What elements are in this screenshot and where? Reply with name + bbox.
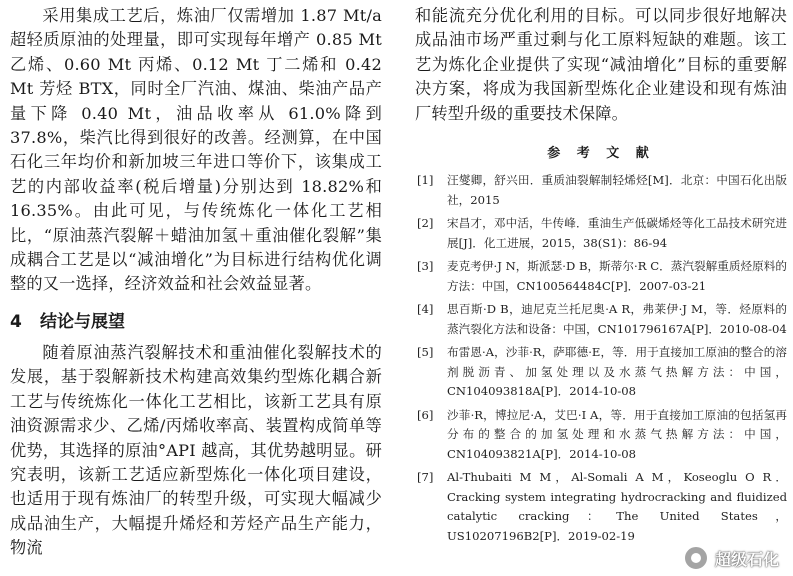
reference-item bbox=[415, 257, 787, 296]
reference-list bbox=[415, 171, 787, 546]
reference-item bbox=[415, 406, 787, 465]
references-title: 参 考 文 献 bbox=[547, 146, 655, 162]
reference-item bbox=[415, 343, 787, 402]
reference-index: [6] bbox=[417, 407, 434, 422]
reference-item bbox=[415, 171, 787, 210]
reference-index: [2] bbox=[417, 216, 434, 231]
reference-index: [3] bbox=[417, 259, 434, 274]
wechat-logo-icon bbox=[683, 545, 709, 571]
reference-index: [1] bbox=[417, 173, 434, 188]
body-paragraph-economics: 采用集成工艺后，炼油厂仅需增加 1.87 Mt/a 超轻质原油的处理量，即可实现每年增产 0.85 Mt 乙烯、0.60 Mt 丙烯、0.12 Mt 丁二烯和 0.42 Mt 芳烃 BTX，同时全厂汽油、煤油、柴油产品产量下降 0.40 Mt，油品收率从 61.0%降到 37.8%，柴汽比得到很好的改善。经测算，在中国石化三年均价和新加坡三年进口等价下，该集成工艺的内部收益率(税后增量)分别达到 18.82%和 16.35%。由此可见，与传统炼化一体化工艺相比，“原油蒸汽裂解＋蜡油加氢＋重油催化裂解”集成耦合工艺是以“减油增化”为目标进行结构优化调整的又一选择，经济效益和社会效益显著。 bbox=[10, 6, 382, 294]
section-number: 4 bbox=[10, 311, 22, 332]
reference-text: Al-Thubaiti M M，Al-Somali A M，Koseoglu O R．Cracking system integrating hydrocracking and fluidized catalytic cracking：The United States，US10207196B2[P]．2019-02-19 bbox=[447, 470, 787, 543]
reference-text: 汪燮卿，舒兴田．重质油裂解制轻烯烃[M]．北京：中国石化出版社，2015 bbox=[447, 173, 787, 207]
reference-text: 布雷恩·A，沙菲·R，萨耶德·E，等．用于直接加工原油的整合的溶剂脱沥青、加氢处理以及水蒸气热解方法：中国，CN104093818A[P]．2014-10-08 bbox=[447, 345, 787, 399]
body-paragraph-conclusion: 随着原油蒸汽裂解技术和重油催化裂解技术的发展，基于裂解新技术构建高效集约型炼化耦合新工艺与传统炼化一体化工艺相比，该新工艺具有原油资源需求少、乙烯/丙烯收率高、装置构成简单等优势，其选择的原油°API 越高，其优势越明显。研究表明，该新工艺适应新型炼化一体化项目建设，也适用于现有炼油厂的转型升级，可实现大幅减少成品油生产，大幅提升烯烃和芳烃产品生产能力，物流 bbox=[10, 342, 382, 558]
reference-text: 沙菲·R，博拉尼·A，艾巴·I A，等．用于直接加工原油的包括氢再分布的整合的加氢处理和水蒸气热解方法：中国，CN104093821A[P]．2014-10-08 bbox=[447, 407, 787, 461]
reference-item bbox=[415, 468, 787, 546]
reference-item bbox=[415, 214, 787, 253]
reference-text: 宋昌才，邓中活，牛传峰．重油生产低碳烯烃等化工品技术研究进展[J]．化工进展，2015，38(S1)：86-94 bbox=[447, 216, 787, 250]
reference-index: [4] bbox=[417, 302, 434, 317]
reference-text: 麦克考伊·J N，斯派瑟·D B，斯蒂尔·R C．蒸汽裂解重质烃原料的方法：中国，CN100564484C[P]．2007-03-21 bbox=[447, 259, 787, 293]
reference-text: 思百斯·D B，迪尼克兰托尼奥·A R，弗莱伊·J M，等．烃原料的蒸汽裂化方法和设备：中国，CN101796167A[P]．2010-08-04 bbox=[447, 302, 787, 336]
watermark bbox=[683, 545, 779, 571]
body-paragraph-continued: 和能流充分优化利用的目标。可以同步很好地解决成品油市场严重过剩与化工原料短缺的难题。该工艺为炼化企业提供了实现“减油增化”目标的重要解决方案，将成为我国新型炼化企业建设和现有炼油厂转型升级的重要技术保障。 bbox=[415, 6, 787, 123]
section-title: 结论与展望 bbox=[40, 311, 125, 332]
reference-index: [5] bbox=[417, 345, 434, 360]
watermark-text: 超级石化 bbox=[714, 549, 779, 569]
left-column bbox=[10, 4, 382, 561]
reference-index: [7] bbox=[417, 470, 434, 485]
reference-item bbox=[415, 300, 787, 339]
right-column bbox=[415, 4, 787, 550]
section-heading bbox=[10, 311, 382, 333]
